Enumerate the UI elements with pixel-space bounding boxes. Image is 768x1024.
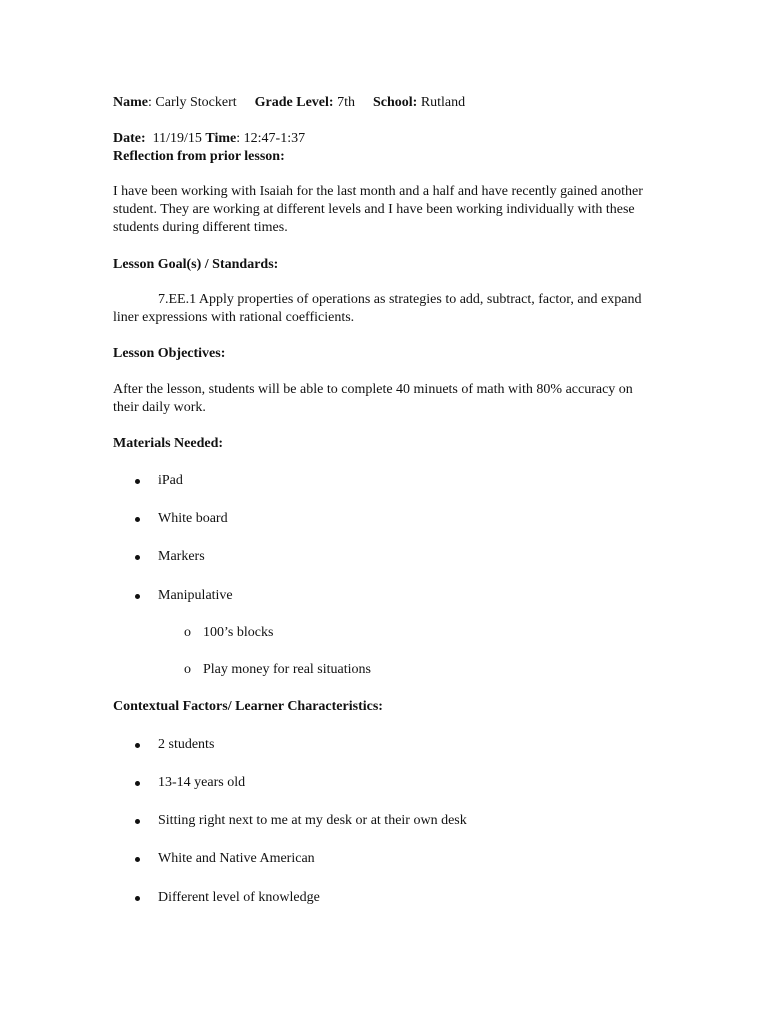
- goals-heading: [113, 256, 278, 274]
- bullet-icon: [135, 857, 140, 862]
- goals-heading-text: Lesson Goal(s) / Standards:: [113, 257, 279, 272]
- sub-list-item-text: Play money for real situations: [203, 662, 371, 677]
- school-value: Rutland: [417, 95, 466, 110]
- header-line-2: [113, 130, 305, 148]
- bullet-icon: [135, 819, 140, 824]
- objectives-heading: [113, 345, 225, 363]
- hollow-bullet-icon: o: [184, 625, 191, 640]
- list-item-text: Different level of knowledge: [158, 890, 320, 905]
- time-label: Time: [205, 131, 237, 146]
- bullet-icon: [135, 555, 140, 560]
- date-value: 11/19/15: [145, 131, 206, 146]
- list-item-text: White and Native American: [158, 851, 315, 866]
- sub-list-item-text: 100’s blocks: [203, 625, 274, 640]
- contextual-heading: [113, 698, 383, 716]
- materials-heading: [113, 435, 223, 453]
- hollow-bullet-icon: o: [184, 662, 191, 677]
- grade-label: Grade Level:: [254, 95, 334, 110]
- name-value: : Carly Stockert: [148, 95, 237, 110]
- list-item-text: 13-14 years old: [158, 775, 246, 790]
- bullet-icon: [135, 896, 140, 901]
- reflection-heading: [113, 148, 285, 166]
- bullet-icon: [135, 743, 140, 748]
- list-item-text: Manipulative: [158, 588, 233, 603]
- bullet-icon: [135, 479, 140, 484]
- list-item-text: Markers: [158, 549, 205, 564]
- contextual-heading-text: Contextual Factors/ Learner Characteristics:: [113, 699, 383, 714]
- objectives-heading-text: Lesson Objectives:: [113, 346, 226, 361]
- bullet-icon: [135, 517, 140, 522]
- materials-heading-text: Materials Needed:: [113, 436, 224, 451]
- bullet-icon: [135, 781, 140, 786]
- name-label: Name: [113, 95, 148, 110]
- list-item-text: White board: [158, 511, 228, 526]
- bullet-icon: [135, 594, 140, 599]
- objectives-text: After the lesson, students will be able to complete 40 minuets of math with 80% accuracy on their daily work.: [113, 382, 633, 415]
- date-label: Date:: [113, 131, 146, 146]
- list-item-text: 2 students: [158, 737, 215, 752]
- list-item-text: iPad: [158, 473, 183, 488]
- header-line-1: [113, 94, 465, 112]
- reflection-heading-text: Reflection from prior lesson:: [113, 149, 285, 164]
- goals-text: 7.EE.1 Apply properties of operations as strategies to add, subtract, factor, and expand liner expressions with rational coefficients.: [113, 292, 642, 325]
- list-item-text: Sitting right next to me at my desk or at their own desk: [158, 813, 467, 828]
- school-label: School:: [372, 95, 418, 110]
- grade-value: 7th: [333, 95, 355, 110]
- time-value: : 12:47-1:37: [236, 131, 306, 146]
- reflection-text: I have been working with Isaiah for the last month and a half and have recently gained another student. They are working at different levels and I have been working individually with these students during different times.: [113, 184, 643, 235]
